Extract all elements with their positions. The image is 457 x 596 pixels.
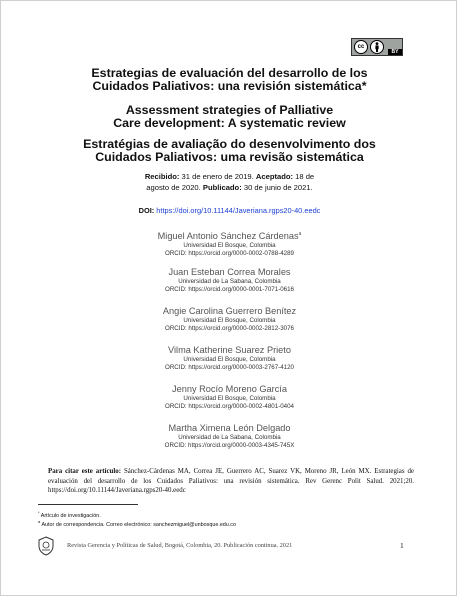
author-name: Angie Carolina Guerrero Benítez bbox=[162, 306, 297, 316]
license-band: BY bbox=[388, 49, 402, 55]
author-name: Jenny Rocío Moreno García bbox=[172, 384, 287, 394]
author-affiliation: Universidad de La Sabana, Colombia bbox=[178, 434, 281, 441]
doi-line: DOI: https://doi.org/10.11144/Javeriana.rgps20-40.eedc bbox=[138, 206, 321, 215]
author-affiliation: Universidad El Bosque, Colombia bbox=[183, 317, 276, 324]
author-affiliation: Universidad El Bosque, Colombia bbox=[183, 356, 276, 363]
cc-by-license-badge[interactable] bbox=[351, 38, 403, 56]
cc-icon: cc bbox=[354, 40, 368, 54]
title-spanish: Estrategias de evaluación del desarrollo de los Cuidados Paliativos: una revisión sistemática* bbox=[91, 66, 368, 93]
author-orcid[interactable]: ORCID: https://orcid.org/0000-0001-7071-0616 bbox=[165, 286, 294, 293]
author-name: Juan Esteban Correa Morales bbox=[168, 267, 291, 277]
publication-dates: Recibido: 31 de enero de 2019. Aceptado: 18 de agosto de 2020. Publicado: 30 de junio de 2021. bbox=[144, 172, 315, 192]
author-block bbox=[1, 266, 457, 294]
author-affiliation: Universidad El Bosque, Colombia bbox=[183, 395, 276, 402]
author-block bbox=[1, 422, 457, 450]
author-block bbox=[1, 344, 457, 372]
journal-footer: Revista Gerencia y Políticas de Salud, Bogotá, Colombia, 20. Publicación continua. 2021 bbox=[67, 542, 293, 549]
footnote-correspondence: $^a$ Autor de correspondencia. Correo electrónico: sanchezmiguel@unbosque.edu.co bbox=[38, 519, 236, 528]
footnote-divider bbox=[38, 504, 138, 505]
page-number: 1 bbox=[400, 541, 404, 550]
person-icon bbox=[370, 40, 384, 54]
author-affiliation: Universidad de La Sabana, Colombia bbox=[178, 278, 281, 285]
author-orcid[interactable]: ORCID: https://orcid.org/0000-0002-0788-4289 bbox=[165, 250, 294, 258]
author-orcid[interactable]: ORCID: https://orcid.org/0000-0002-4801-0404 bbox=[165, 403, 294, 410]
citation-paragraph: Para citar este artículo: Sánchez-Cárdenas MA, Correa JE, Guerrero AC, Suarez VK, Moreno JR, León MX. Estrategias de evaluación del desarrollo de los Cuidados Paliativos: una revisión sistemática. Rev Gerenc Polit Salud. 2021;20. https://doi.org/10.11144/Javeriana.rgps20-40.eedc bbox=[48, 468, 414, 495]
author-block bbox=[1, 383, 457, 411]
author-name: Miguel Antonio Sánchez Cárdenas$^a$ bbox=[157, 231, 302, 242]
title-portuguese: Estratégias de avaliação do desenvolvimento dos Cuidados Paliativos: uma revisão sistemática bbox=[83, 137, 376, 164]
author-name: Vilma Katherine Suarez Prieto bbox=[168, 345, 291, 355]
university-seal-icon bbox=[37, 536, 55, 556]
author-block bbox=[1, 305, 457, 333]
author-orcid[interactable]: ORCID: https://orcid.org/0000-0002-2812-3076 bbox=[165, 325, 294, 332]
doi-link[interactable]: https://doi.org/10.11144/Javeriana.rgps20-40.eedc bbox=[156, 206, 321, 215]
author-orcid[interactable]: ORCID: https://orcid.org/0000-0003-2767-4120 bbox=[165, 364, 294, 371]
footnote-article-type: * Artículo de investigación. bbox=[38, 510, 101, 519]
author-affiliation: Universidad El Bosque, Colombia bbox=[183, 242, 276, 250]
author-block bbox=[1, 228, 457, 258]
author-name: Martha Ximena León Delgado bbox=[168, 423, 291, 433]
author-orcid[interactable]: ORCID: https://orcid.org/0000-0003-4345-745X bbox=[164, 442, 295, 449]
title-english: Assessment strategies of Palliative Care development: A systematic review bbox=[113, 103, 346, 130]
